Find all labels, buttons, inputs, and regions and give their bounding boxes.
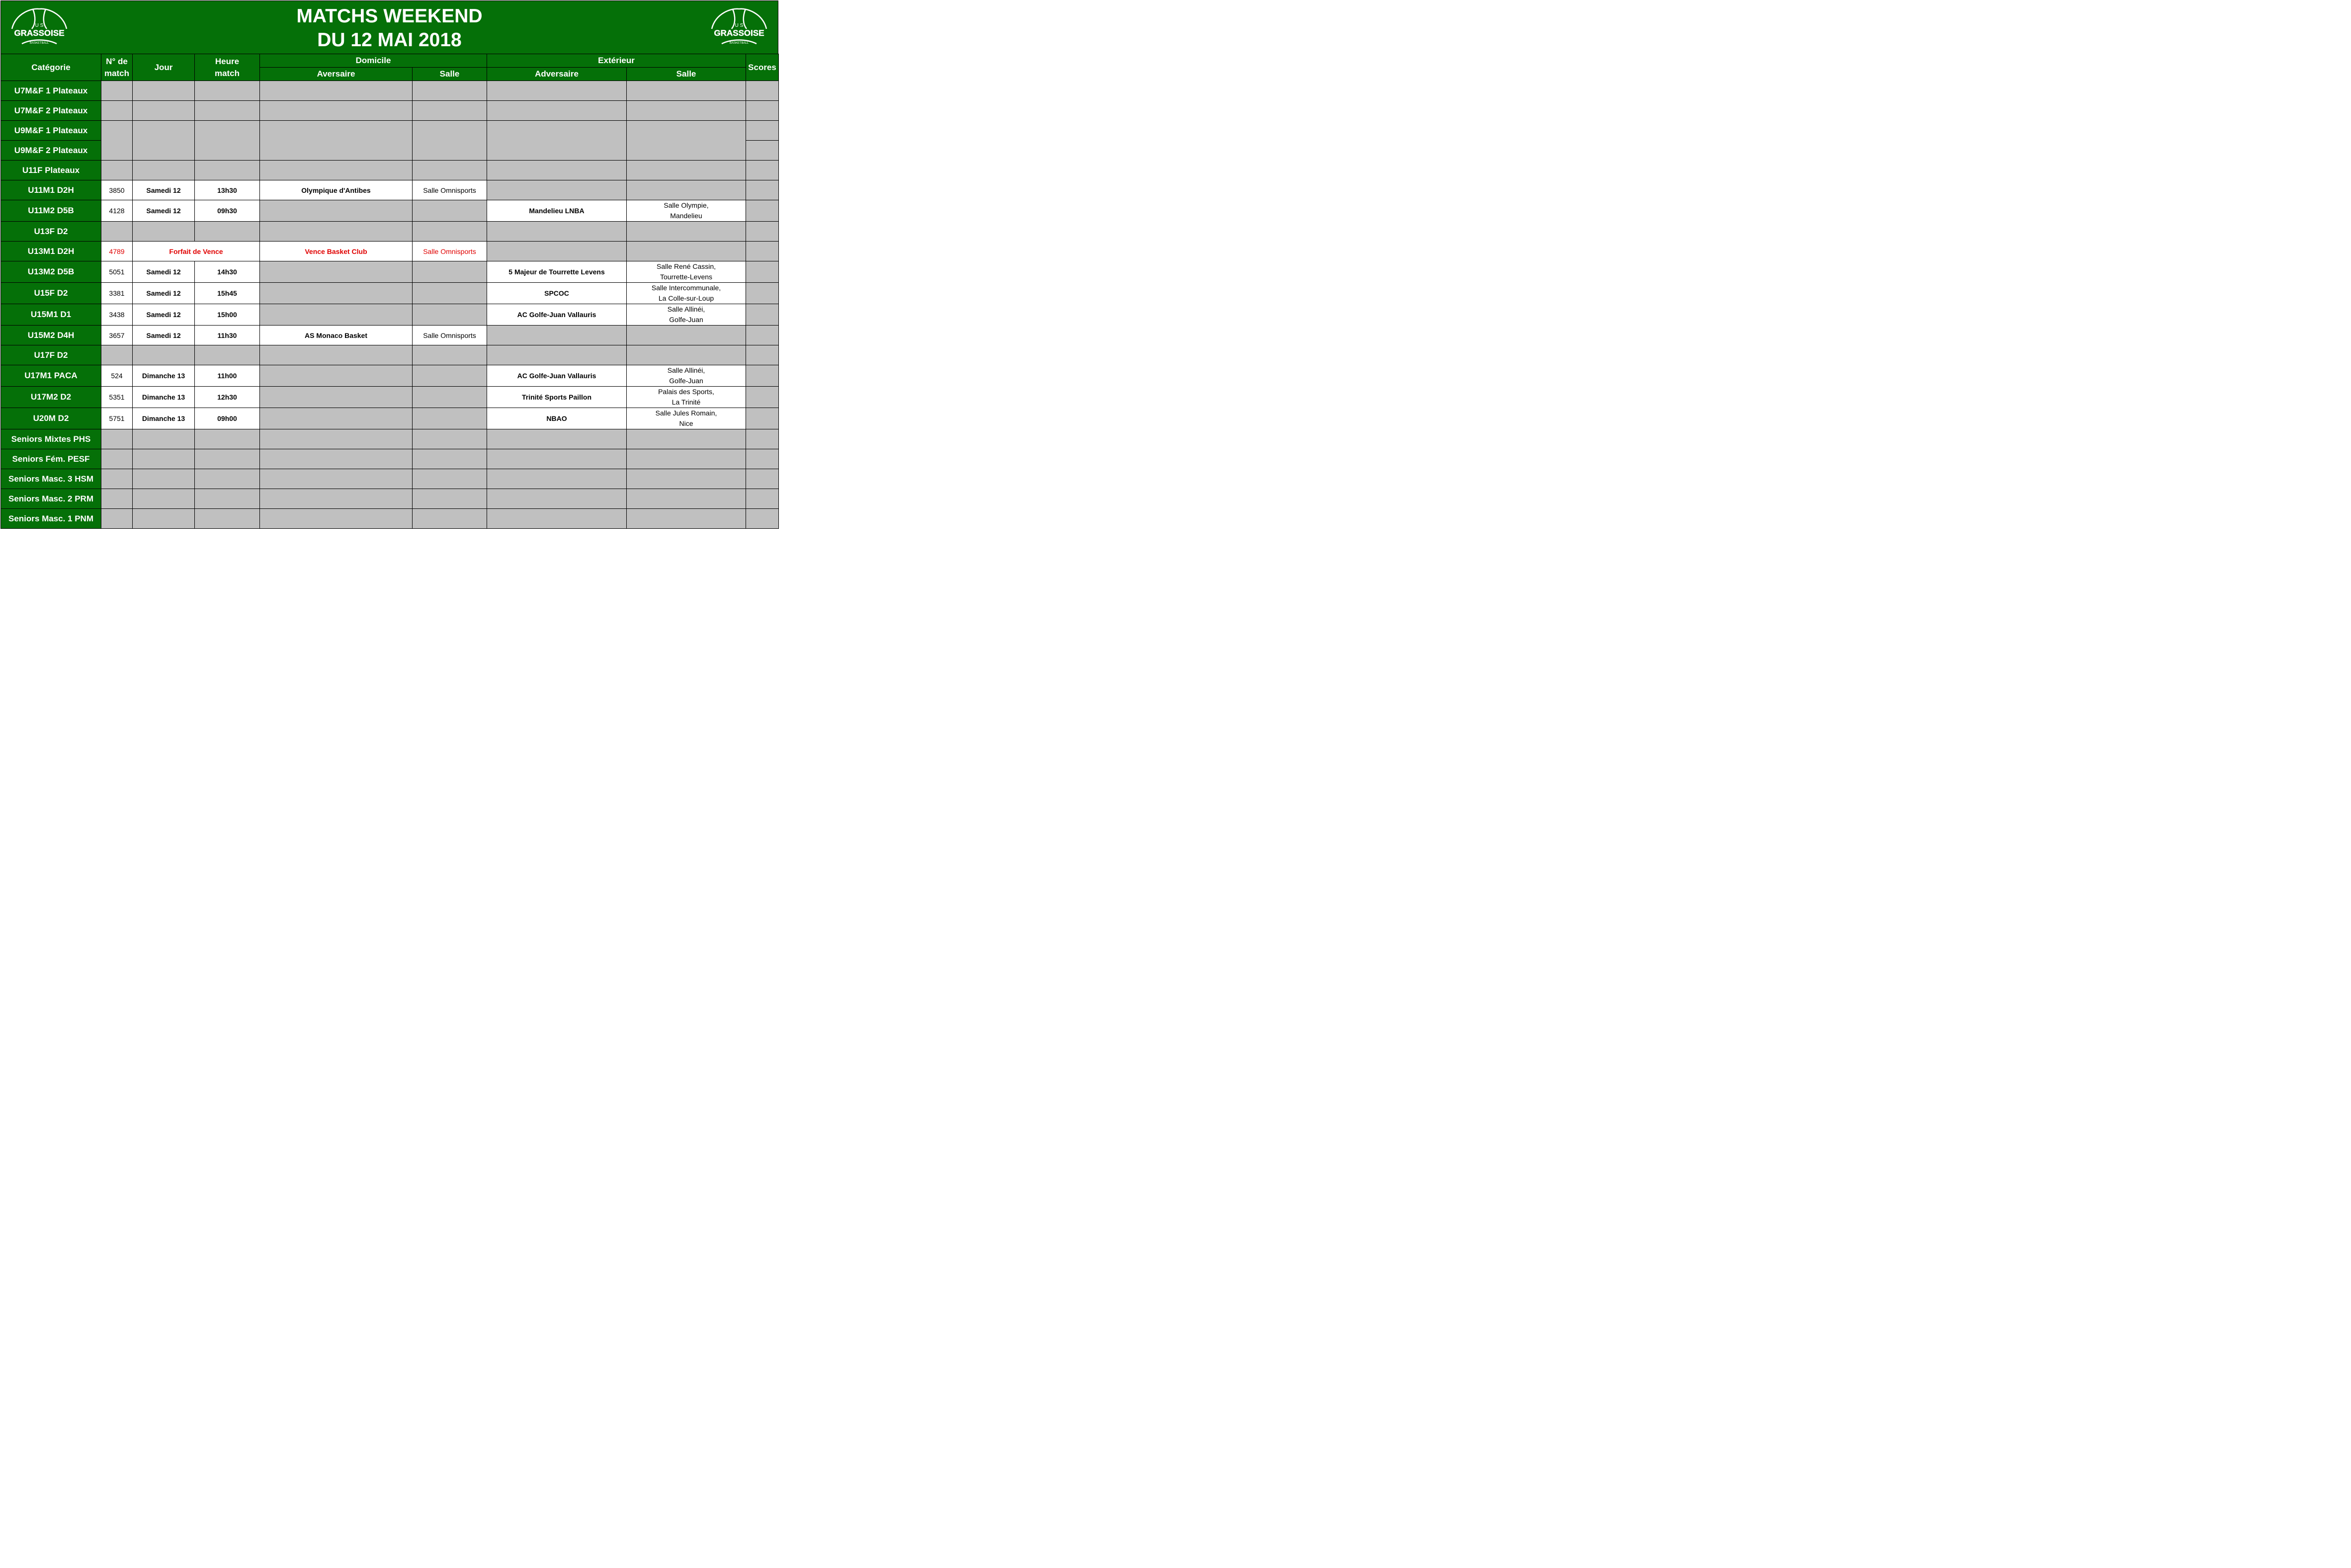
- svg-text:U S: U S: [35, 23, 44, 28]
- table-row: [1, 242, 779, 261]
- empty-cell: [487, 509, 627, 529]
- empty-cell: [101, 429, 133, 449]
- empty-cell: [195, 449, 260, 469]
- match-day: Dimanche 13: [133, 387, 195, 408]
- score-cell: [746, 242, 779, 261]
- header-exterieur: Extérieur: [487, 54, 746, 68]
- empty-cell: [260, 161, 413, 180]
- club-logo-right: [707, 4, 771, 49]
- table-row: [1, 429, 779, 449]
- empty-cell: [413, 200, 487, 222]
- svg-text:GRASSOISE: GRASSOISE: [714, 28, 764, 38]
- empty-cell: [101, 101, 133, 121]
- away-opponent: AC Golfe-Juan Vallauris: [487, 304, 627, 326]
- empty-cell: [627, 242, 746, 261]
- table-row: [1, 449, 779, 469]
- row-category: Seniors Mixtes PHS: [1, 429, 101, 449]
- empty-cell: [627, 489, 746, 509]
- empty-cell: [487, 345, 627, 365]
- score-cell: [746, 101, 779, 121]
- empty-cell: [133, 161, 195, 180]
- header-num-match: N° de match: [101, 54, 133, 81]
- empty-cell: [413, 345, 487, 365]
- match-day: Samedi 12: [133, 283, 195, 304]
- empty-cell: [101, 161, 133, 180]
- row-category: U11M2 D5B: [1, 200, 101, 222]
- row-category: U7M&F 1 Plateaux: [1, 81, 101, 101]
- empty-cell: [260, 489, 413, 509]
- empty-cell: [627, 81, 746, 101]
- row-category: U9M&F 1 Plateaux: [1, 121, 101, 141]
- empty-cell: [487, 101, 627, 121]
- score-cell: [746, 449, 779, 469]
- header-domicile-salle: Salle: [413, 68, 487, 81]
- away-opponent: NBAO: [487, 408, 627, 429]
- match-number: 4789: [101, 242, 133, 261]
- empty-cell: [627, 222, 746, 242]
- empty-cell: [487, 469, 627, 489]
- table-row: [1, 261, 779, 283]
- empty-cell: [260, 261, 413, 283]
- table-row: [1, 509, 779, 529]
- empty-cell: [195, 222, 260, 242]
- match-number: 4128: [101, 200, 133, 222]
- away-opponent: SPCOC: [487, 283, 627, 304]
- home-venue: Salle Omnisports: [413, 242, 487, 261]
- away-venue: Salle Intercommunale, La Colle-sur-Loup: [627, 283, 746, 304]
- row-category: U17M1 PACA: [1, 365, 101, 387]
- empty-cell: [260, 469, 413, 489]
- empty-cell: [260, 101, 413, 121]
- match-time: 14h30: [195, 261, 260, 283]
- match-number: 3438: [101, 304, 133, 326]
- match-time: 12h30: [195, 387, 260, 408]
- empty-cell: [487, 222, 627, 242]
- away-opponent: Trinité Sports Paillon: [487, 387, 627, 408]
- row-category: U11M1 D2H: [1, 180, 101, 200]
- away-opponent: 5 Majeur de Tourrette Levens: [487, 261, 627, 283]
- score-cell: [746, 161, 779, 180]
- page-subtitle-date: DU 12 MAI 2018: [317, 29, 462, 51]
- header-categorie: Catégorie: [1, 54, 101, 81]
- score-cell: [746, 261, 779, 283]
- row-category: U7M&F 2 Plateaux: [1, 101, 101, 121]
- away-venue: Salle Allinéi, Golfe-Juan: [627, 304, 746, 326]
- empty-cell: [260, 429, 413, 449]
- empty-cell: [627, 121, 746, 161]
- empty-cell: [413, 408, 487, 429]
- table-row: [1, 408, 779, 429]
- table-row: [1, 81, 779, 101]
- empty-cell: [413, 469, 487, 489]
- empty-cell: [413, 449, 487, 469]
- empty-cell: [101, 489, 133, 509]
- empty-cell: [627, 345, 746, 365]
- row-category: U9M&F 2 Plateaux: [1, 141, 101, 161]
- empty-cell: [627, 101, 746, 121]
- header-jour: Jour: [133, 54, 195, 81]
- empty-cell: [195, 161, 260, 180]
- match-day: Samedi 12: [133, 261, 195, 283]
- empty-cell: [260, 81, 413, 101]
- empty-cell: [101, 121, 133, 161]
- empty-cell: [260, 345, 413, 365]
- row-category: U13F D2: [1, 222, 101, 242]
- score-cell: [746, 180, 779, 200]
- match-number: 5051: [101, 261, 133, 283]
- header-scores: Scores: [746, 54, 779, 81]
- page-title: MATCHS WEEKEND: [296, 5, 483, 27]
- schedule-table: [0, 54, 779, 529]
- table-row: [1, 304, 779, 326]
- score-cell: [746, 429, 779, 449]
- empty-cell: [487, 121, 627, 161]
- match-day: Samedi 12: [133, 180, 195, 200]
- home-opponent: AS Monaco Basket: [260, 326, 413, 345]
- empty-cell: [260, 365, 413, 387]
- empty-cell: [413, 81, 487, 101]
- empty-cell: [260, 449, 413, 469]
- empty-cell: [413, 261, 487, 283]
- empty-cell: [487, 180, 627, 200]
- score-cell: [746, 387, 779, 408]
- empty-cell: [101, 509, 133, 529]
- empty-cell: [627, 509, 746, 529]
- row-category: Seniors Masc. 3 HSM: [1, 469, 101, 489]
- empty-cell: [413, 429, 487, 449]
- empty-cell: [133, 509, 195, 529]
- table-row: [1, 222, 779, 242]
- svg-text:BASKETBALL: BASKETBALL: [29, 42, 49, 45]
- away-venue: Salle Allinéi, Golfe-Juan: [627, 365, 746, 387]
- empty-cell: [413, 509, 487, 529]
- score-cell: [746, 121, 779, 141]
- score-cell: [746, 200, 779, 222]
- empty-cell: [413, 365, 487, 387]
- away-venue: Salle René Cassin, Tourrette-Levens: [627, 261, 746, 283]
- table-row: [1, 283, 779, 304]
- empty-cell: [195, 121, 260, 161]
- table-row: [1, 345, 779, 365]
- row-category: U15M2 D4H: [1, 326, 101, 345]
- match-time: 11h30: [195, 326, 260, 345]
- empty-cell: [487, 449, 627, 469]
- header-banner: [0, 0, 778, 54]
- empty-cell: [260, 200, 413, 222]
- empty-cell: [487, 242, 627, 261]
- match-day: Dimanche 13: [133, 365, 195, 387]
- match-number: 5351: [101, 387, 133, 408]
- empty-cell: [260, 222, 413, 242]
- table-row: [1, 161, 779, 180]
- row-category: U13M1 D2H: [1, 242, 101, 261]
- score-cell: [746, 489, 779, 509]
- home-venue: Salle Omnisports: [413, 180, 487, 200]
- table-row: [1, 180, 779, 200]
- home-opponent: Vence Basket Club: [260, 242, 413, 261]
- row-category: U20M D2: [1, 408, 101, 429]
- table-row: [1, 387, 779, 408]
- empty-cell: [101, 81, 133, 101]
- svg-text:GRASSOISE: GRASSOISE: [14, 28, 65, 38]
- table-row: [1, 469, 779, 489]
- empty-cell: [195, 509, 260, 529]
- empty-cell: [195, 101, 260, 121]
- row-category: Seniors Fém. PESF: [1, 449, 101, 469]
- empty-cell: [627, 326, 746, 345]
- empty-cell: [487, 429, 627, 449]
- match-day: Samedi 12: [133, 304, 195, 326]
- empty-cell: [627, 449, 746, 469]
- empty-cell: [260, 304, 413, 326]
- empty-cell: [413, 121, 487, 161]
- score-cell: [746, 365, 779, 387]
- empty-cell: [133, 345, 195, 365]
- header-exterieur-adversaire: Adversaire: [487, 68, 627, 81]
- empty-cell: [101, 449, 133, 469]
- empty-cell: [487, 326, 627, 345]
- forfait-notice: Forfait de Vence: [133, 242, 260, 261]
- score-cell: [746, 408, 779, 429]
- empty-cell: [133, 121, 195, 161]
- score-cell: [746, 222, 779, 242]
- club-logo-left: [7, 4, 72, 49]
- empty-cell: [195, 345, 260, 365]
- row-category: U15F D2: [1, 283, 101, 304]
- row-category: U13M2 D5B: [1, 261, 101, 283]
- empty-cell: [413, 304, 487, 326]
- match-time: 11h00: [195, 365, 260, 387]
- empty-cell: [260, 387, 413, 408]
- match-time: 15h45: [195, 283, 260, 304]
- svg-text:BASKETBALL: BASKETBALL: [729, 42, 749, 45]
- empty-cell: [101, 469, 133, 489]
- empty-cell: [413, 161, 487, 180]
- empty-cell: [133, 222, 195, 242]
- row-category: U15M1 D1: [1, 304, 101, 326]
- empty-cell: [627, 469, 746, 489]
- empty-cell: [413, 101, 487, 121]
- empty-cell: [413, 387, 487, 408]
- row-category: U11F Plateaux: [1, 161, 101, 180]
- away-venue: Salle Olympie, Mandelieu: [627, 200, 746, 222]
- row-category: U17F D2: [1, 345, 101, 365]
- table-row: [1, 200, 779, 222]
- header-domicile-adversaire: Aversaire: [260, 68, 413, 81]
- away-opponent: AC Golfe-Juan Vallauris: [487, 365, 627, 387]
- header-exterieur-salle: Salle: [627, 68, 746, 81]
- score-cell: [746, 345, 779, 365]
- empty-cell: [101, 222, 133, 242]
- score-cell: [746, 326, 779, 345]
- row-category: Seniors Masc. 1 PNM: [1, 509, 101, 529]
- home-opponent: Olympique d'Antibes: [260, 180, 413, 200]
- empty-cell: [413, 283, 487, 304]
- match-time: 15h00: [195, 304, 260, 326]
- empty-cell: [260, 283, 413, 304]
- away-venue: Salle Jules Romain, Nice: [627, 408, 746, 429]
- empty-cell: [133, 489, 195, 509]
- match-day: Samedi 12: [133, 200, 195, 222]
- score-cell: [746, 304, 779, 326]
- empty-cell: [487, 161, 627, 180]
- empty-cell: [413, 222, 487, 242]
- empty-cell: [133, 469, 195, 489]
- empty-cell: [260, 408, 413, 429]
- empty-cell: [133, 429, 195, 449]
- empty-cell: [487, 81, 627, 101]
- empty-cell: [413, 489, 487, 509]
- svg-text:U S: U S: [735, 23, 744, 28]
- table-row: [1, 121, 779, 141]
- score-cell: [746, 81, 779, 101]
- score-cell: [746, 283, 779, 304]
- empty-cell: [487, 489, 627, 509]
- empty-cell: [627, 429, 746, 449]
- empty-cell: [195, 81, 260, 101]
- match-day: Samedi 12: [133, 326, 195, 345]
- row-category: Seniors Masc. 2 PRM: [1, 489, 101, 509]
- away-opponent: Mandelieu LNBA: [487, 200, 627, 222]
- empty-cell: [627, 161, 746, 180]
- empty-cell: [260, 509, 413, 529]
- table-row: [1, 489, 779, 509]
- match-day: Dimanche 13: [133, 408, 195, 429]
- score-cell: [746, 509, 779, 529]
- empty-cell: [133, 81, 195, 101]
- header-heure-match: Heure match: [195, 54, 260, 81]
- match-time: 13h30: [195, 180, 260, 200]
- table-row: [1, 326, 779, 345]
- match-number: 5751: [101, 408, 133, 429]
- match-time: 09h00: [195, 408, 260, 429]
- header-domicile: Domicile: [260, 54, 487, 68]
- empty-cell: [195, 429, 260, 449]
- empty-cell: [101, 345, 133, 365]
- table-row: [1, 365, 779, 387]
- empty-cell: [133, 449, 195, 469]
- match-number: 524: [101, 365, 133, 387]
- match-number: 3381: [101, 283, 133, 304]
- match-number: 3850: [101, 180, 133, 200]
- empty-cell: [195, 489, 260, 509]
- score-cell: [746, 469, 779, 489]
- match-time: 09h30: [195, 200, 260, 222]
- empty-cell: [260, 121, 413, 161]
- away-venue: Palais des Sports, La Trinité: [627, 387, 746, 408]
- home-venue: Salle Omnisports: [413, 326, 487, 345]
- empty-cell: [627, 180, 746, 200]
- row-category: U17M2 D2: [1, 387, 101, 408]
- match-number: 3657: [101, 326, 133, 345]
- table-row: [1, 101, 779, 121]
- empty-cell: [133, 101, 195, 121]
- empty-cell: [195, 469, 260, 489]
- score-cell: [746, 141, 779, 161]
